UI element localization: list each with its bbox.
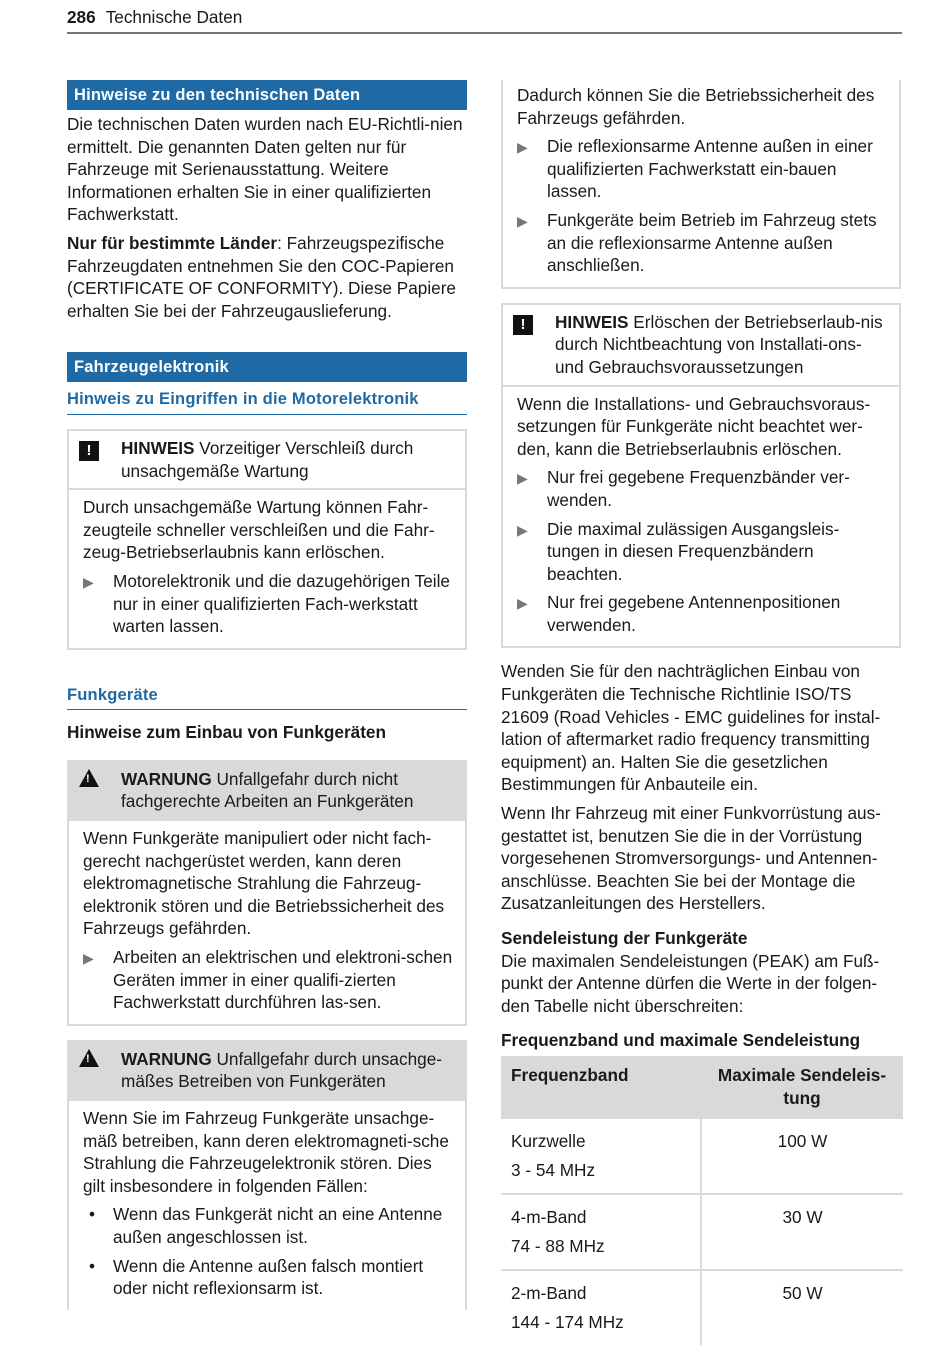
- warning-header: [69, 1042, 465, 1101]
- table-cell-band: [501, 1194, 701, 1270]
- arrow-icon: ▶: [517, 209, 547, 277]
- step-text: Motorelektronik und die dazugehörigen Teile nur in einer qualifizierten Fach-werkstatt warten lassen.: [113, 570, 450, 637]
- warning-body: [69, 821, 465, 1024]
- instruction-step: [517, 209, 887, 277]
- subsection-title-radio: Funkgeräte: [67, 684, 467, 711]
- warning-text: Wenn Funkgeräte manipuliert oder nicht fach-gerecht nachgerüstet werden, kann deren elektromagnetische Strahlung die Fahrzeug-elektronik stören und die Betriebssicherheit des Fahrzeugs gefährden.: [83, 828, 445, 939]
- band-name: Kurzwelle: [511, 1131, 586, 1152]
- table-cell-band: [501, 1118, 701, 1194]
- subsection-title-engine-electronics: Hinweis zu Eingriffen in die Motorelektronik: [67, 388, 467, 415]
- warning-header: [69, 762, 465, 821]
- warning-title-text: Unfallgefahr durch nicht fachgerechte Arbeiten an Funkgeräten: [121, 768, 414, 812]
- paragraph: [67, 232, 467, 322]
- bullet-icon: •: [89, 1204, 96, 1225]
- table-row: [501, 1270, 903, 1345]
- notice-title: [121, 437, 455, 482]
- warning-triangle-icon: !: [79, 1048, 121, 1093]
- list-item: [83, 1255, 453, 1300]
- left-column: [67, 80, 467, 1310]
- band-range: 144 - 174 MHz: [511, 1312, 624, 1333]
- table-cell-power: 100 W: [701, 1118, 903, 1194]
- bold-lead: Nur für bestimmte Länder: [67, 232, 278, 253]
- instruction-step: [83, 946, 453, 1014]
- step-text: Die reflexionsarme Antenne außen in einer qualifizierten Fachwerkstatt ein-bauen lassen.: [547, 136, 873, 202]
- section-title-vehicle-electronics: Fahrzeugelektronik: [67, 352, 467, 382]
- table-caption: Frequenzband und maximale Sendeleistung: [501, 1030, 861, 1051]
- arrow-icon: ▶: [517, 591, 547, 636]
- notice-text: Durch unsachgemäße Wartung können Fahr-zeugteile schneller verschleißen und die Fahr-zeug-Betriebserlaubnis kann erlöschen.: [83, 497, 435, 563]
- paragraph: Wenn Ihr Fahrzeug mit einer Funkvorrüstung aus-gestattet ist, benutzen Sie die in der Vorrüstung vorgesehenen Stromversorgungs- und Antennen-anschlüsse. Beachten Sie bei der Montage die Zusatzanleitungen des Herstellers.: [501, 803, 881, 914]
- notice-label: HINWEIS: [555, 311, 629, 332]
- column-header-power: Maximale Sendeleis-tung: [701, 1056, 903, 1118]
- warning-box: [67, 1040, 467, 1310]
- table-cell-power: 30 W: [701, 1194, 903, 1270]
- page-header: [67, 6, 902, 34]
- exclamation-icon: !: [79, 437, 121, 482]
- paragraph: Die maximalen Sendeleistungen (PEAK) am Fuß-punkt der Antenne dürfen die Werte in der folgen-den Tabelle nicht überschreiten:: [501, 950, 880, 1016]
- notice-header: [69, 431, 465, 490]
- warning-label: WARNUNG: [121, 768, 212, 789]
- warning-body: [69, 1101, 465, 1310]
- instruction-step: [83, 570, 453, 638]
- notice-box: [67, 429, 467, 650]
- step-text: Nur frei gegebene Antennenpositionen verwenden.: [547, 592, 841, 635]
- heading-transmit-power: Sendeleistung der Funkgeräte: [501, 928, 748, 948]
- notice-title: [555, 311, 889, 379]
- notice-title-text: Erlöschen der Betriebserlaub-nis durch Nichtbeachtung von Installati-ons- und Gebrauchsvoraussetzungen: [555, 311, 883, 377]
- heading-radio-installation: Hinweise zum Einbau von Funkgeräten: [67, 722, 386, 743]
- instruction-step: [517, 466, 887, 511]
- table-row: [501, 1194, 903, 1270]
- paragraph-text: : Fahrzeugspezifische Fahrzeugdaten entnehmen Sie den COC-Papieren (CERTIFICATE OF CONFORMITY). Diese Papiere erhalten Sie bei der Fahrzeugauslieferung.: [67, 232, 456, 321]
- notice-header: [503, 305, 899, 387]
- warning-continuation: [501, 80, 901, 289]
- warning-text: Wenn Sie im Fahrzeug Funkgeräte unsachge-mäß betreiben, kann deren elektromagneti-sche Strahlung die Fahrzeugelektronik stören. Dies gilt insbesondere in folgenden Fällen:: [83, 1108, 449, 1196]
- notice-body: [69, 490, 465, 648]
- frequency-table: [501, 1056, 903, 1345]
- table-row: [501, 1118, 903, 1194]
- band-name: 4-m-Band: [511, 1207, 587, 1228]
- notice-box: [501, 303, 901, 649]
- instruction-step: [517, 135, 887, 203]
- notice-title-text: Vorzeitiger Verschleiß durch unsachgemäße Wartung: [121, 437, 414, 481]
- warning-title-text: Unfallgefahr durch unsachge-mäßes Betreiben von Funkgeräten: [121, 1048, 442, 1092]
- warning-title: [121, 768, 455, 813]
- arrow-icon: ▶: [517, 518, 547, 586]
- exclamation-icon: !: [513, 311, 555, 379]
- bullet-text: Wenn das Funkgerät nicht an eine Antenne außen angeschlossen ist.: [113, 1204, 443, 1247]
- warning-label: WARNUNG: [121, 1048, 212, 1069]
- instruction-step: [517, 591, 887, 636]
- warning-title: [121, 1048, 455, 1093]
- paragraph: Wenden Sie für den nachträglichen Einbau von Funkgeräten die Technische Richtlinie ISO/TS 21609 (Road Vehicles - EMC guidelines for instal-lation of aftermarket radio frequency transmitting equipment) an. Halten Sie die gesetzlichen Bestimmungen für Anbauteile ein.: [501, 661, 881, 795]
- step-text: Die maximal zulässigen Ausgangsleis-tungen in diesen Frequenzbändern beachten.: [547, 518, 840, 584]
- step-text: Nur frei gegebene Frequenzbänder ver-wenden.: [547, 467, 850, 510]
- table-cell-band: [501, 1270, 701, 1345]
- step-text: Funkgeräte beim Betrieb im Fahrzeug stets an die reflexionsarme Antenne außen anschließen.: [547, 209, 877, 276]
- paragraph: Die technischen Daten wurden nach EU-Richtli-nien ermittelt. Die genannten Daten gelten nur für Fahrzeuge mit Serienausstattung. Weitere Informationen erhalten Sie in einer qualifizierten Fachwerkstatt.: [67, 114, 463, 225]
- bullet-icon: •: [89, 1255, 96, 1276]
- warning-body: [503, 80, 899, 287]
- band-range: 3 - 54 MHz: [511, 1160, 596, 1181]
- page-title: Technische Daten: [105, 7, 243, 27]
- arrow-icon: ▶: [517, 466, 547, 511]
- step-text: Arbeiten an elektrischen und elektroni-schen Geräten immer in einer qualifi-zierten Fachwerkstatt durchführen las-sen.: [113, 947, 453, 1013]
- column-header-frequency: Frequenzband: [501, 1056, 701, 1118]
- arrow-icon: ▶: [517, 135, 547, 203]
- band-range: 74 - 88 MHz: [511, 1236, 605, 1257]
- notice-label: HINWEIS: [121, 437, 195, 458]
- notice-body: [503, 387, 899, 647]
- table-header-row: [501, 1056, 903, 1118]
- list-item: [83, 1203, 453, 1248]
- warning-text: Dadurch können Sie die Betriebssicherheit des Fahrzeugs gefährden.: [517, 85, 875, 128]
- bullet-text: Wenn die Antenne außen falsch montiert oder nicht reflexionsarm ist.: [113, 1255, 424, 1299]
- notice-text: Wenn die Installations- und Gebrauchsvoraus-setzungen für Funkgeräte nicht beachtet wer-den, kann die Betriebserlaubnis erlöschen.: [517, 393, 871, 459]
- page-number: 286: [67, 7, 96, 27]
- warning-box: [67, 760, 467, 1026]
- band-name: 2-m-Band: [511, 1283, 587, 1304]
- section-title-technical-data: Hinweise zu den technischen Daten: [67, 80, 467, 110]
- arrow-icon: ▶: [83, 570, 113, 638]
- instruction-step: [517, 518, 887, 586]
- arrow-icon: ▶: [83, 946, 113, 1014]
- right-column: [501, 80, 901, 1345]
- warning-triangle-icon: !: [79, 768, 121, 813]
- table-cell-power: 50 W: [701, 1270, 903, 1345]
